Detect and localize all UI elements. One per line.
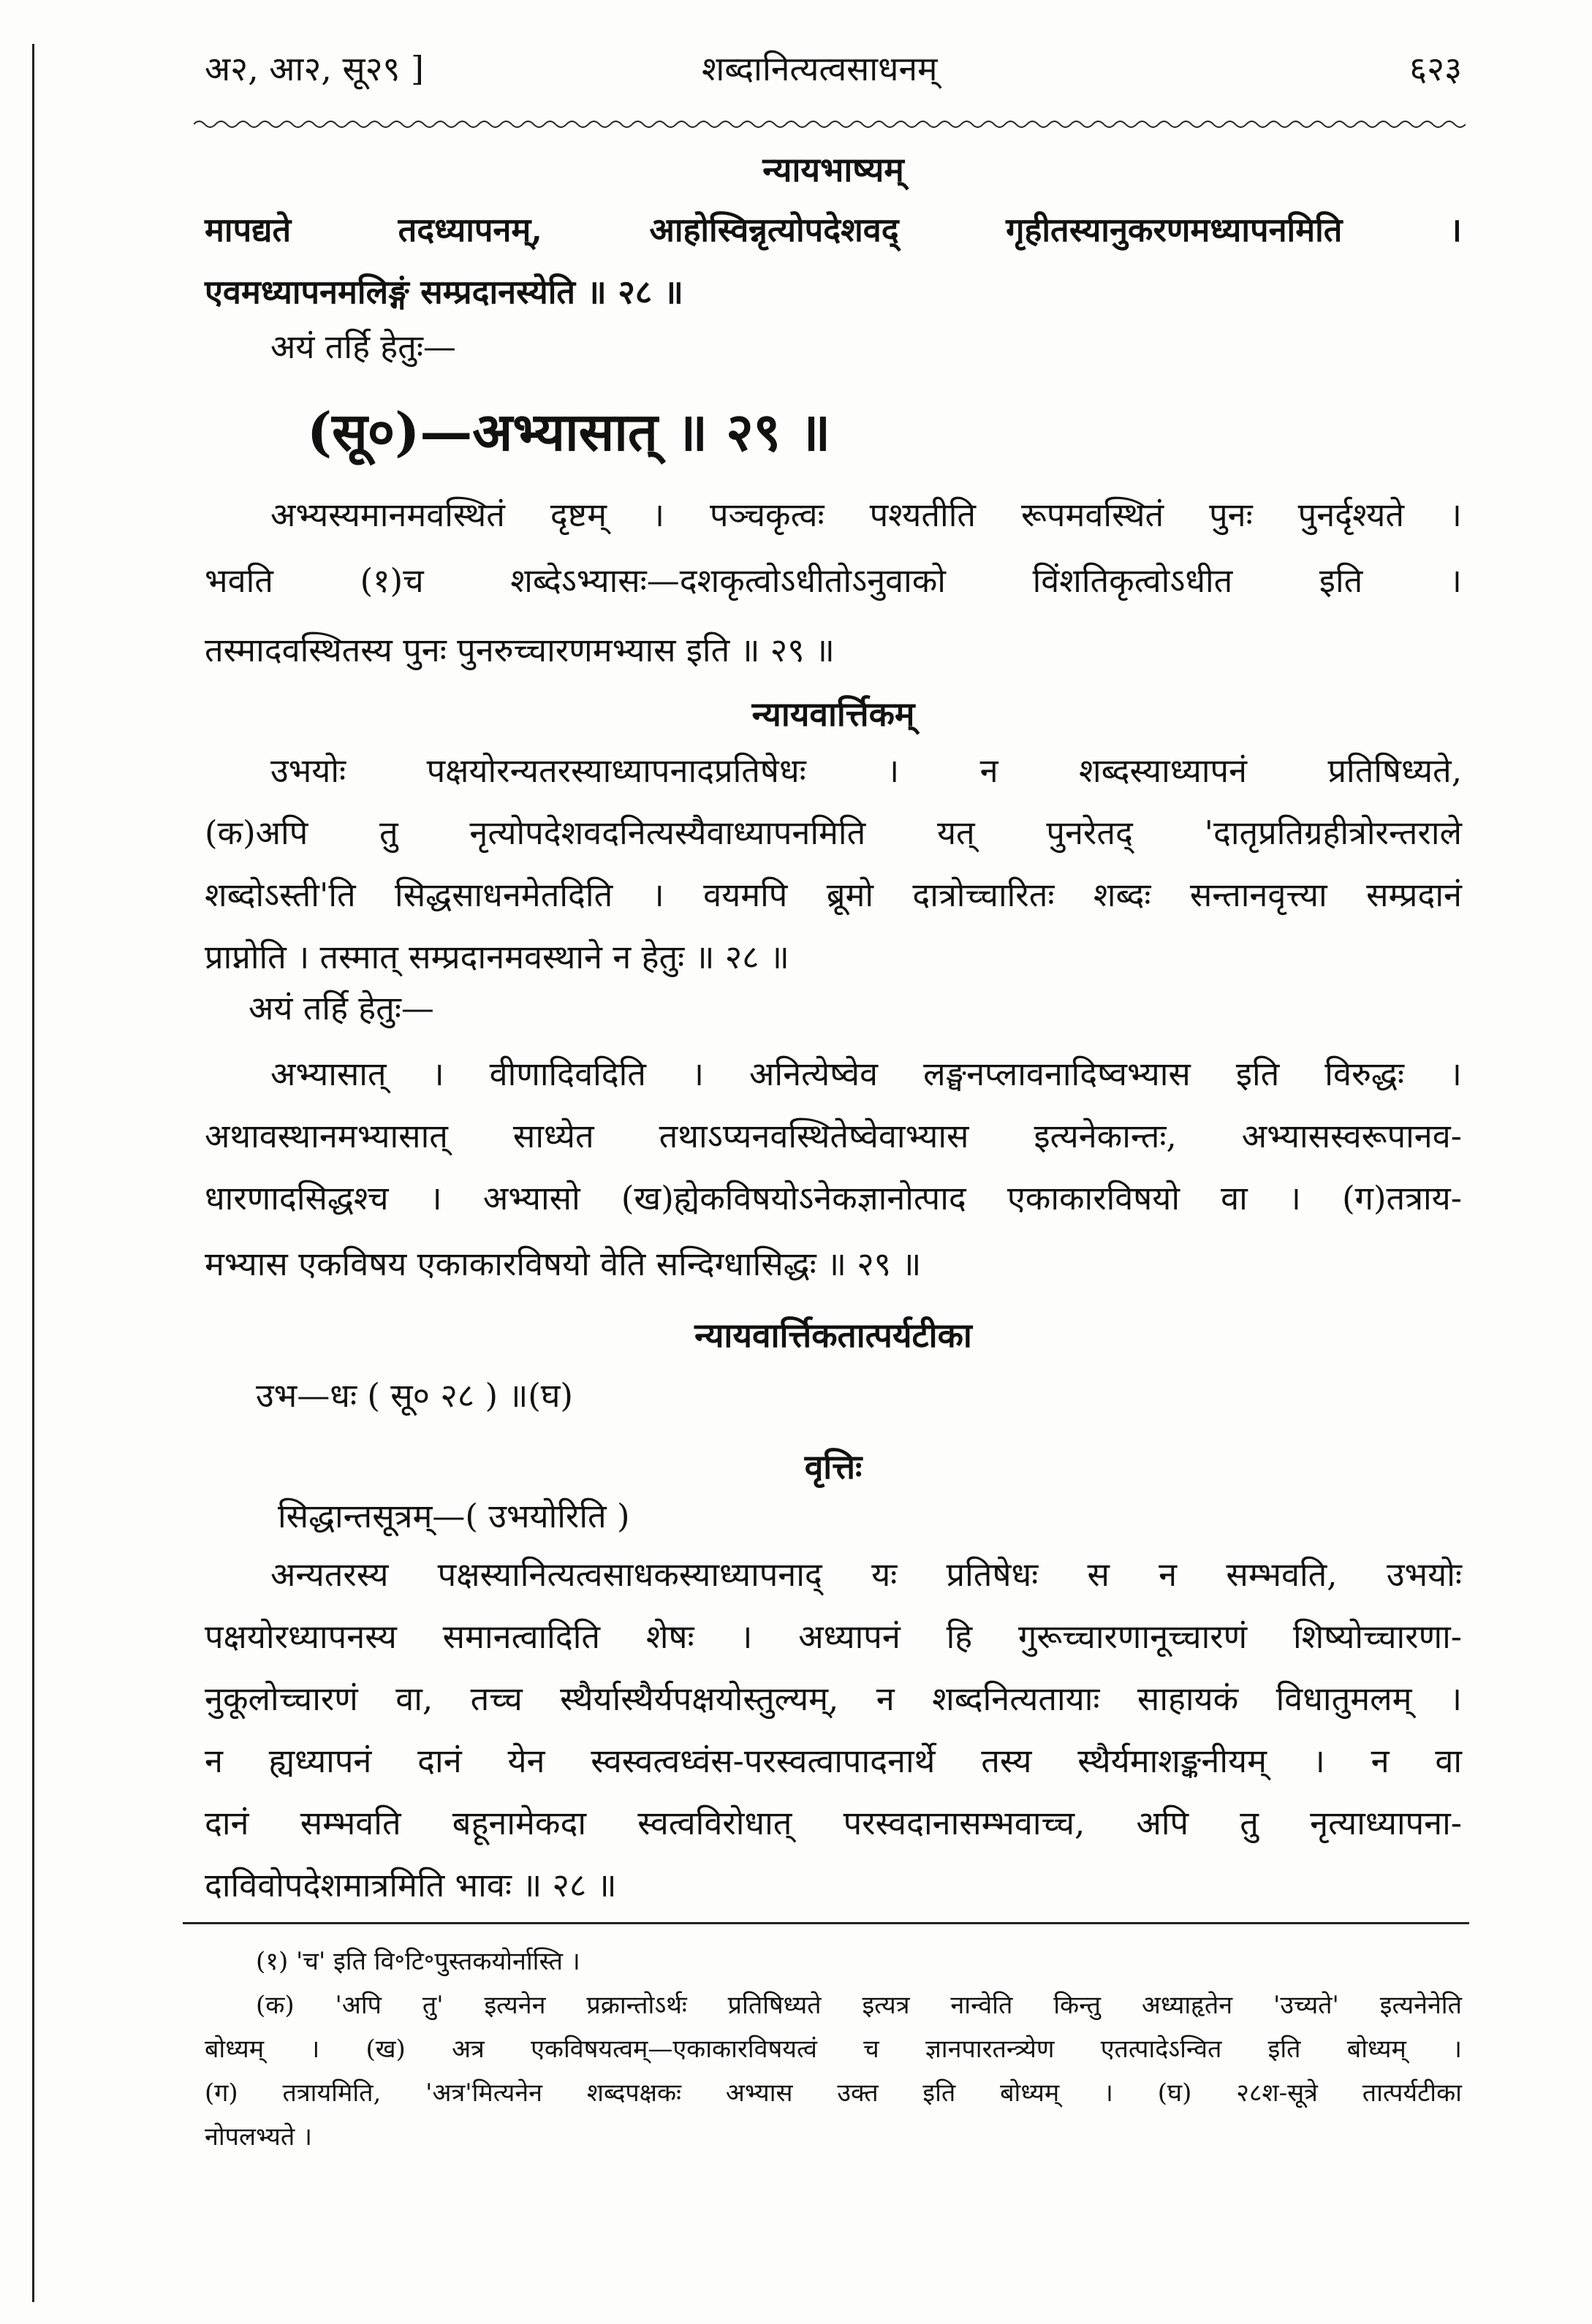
footnote-1: (१) 'च' इति वि॰टि॰पुस्तकयोर्नास्ति । (256, 1947, 580, 1976)
header-wavy-rule (194, 117, 1466, 132)
bhashya-line-2: एवमध्यापनमलिङ्गं सम्प्रदानस्येति ॥ २८ ॥ (205, 273, 683, 311)
intro-line-2: अयं तर्हि हेतुः— (249, 989, 434, 1028)
footnote-ga-line: (ग) तत्रायमिति, 'अत्र'मित्यनेन शब्दपक्षकः अभ्यास उक्त इति बोध्यम् । (घ) २८श-सूत्रे तात्पर्यटीका (205, 2078, 1462, 2108)
bhashya-line-1: मापद्यते तदध्यापनम्, आहोस्विन्नृत्योपदेशवद् गृहीतस्यानुकरणमध्यापनमिति । (205, 210, 1462, 249)
vritti-line-4: न ह्यध्यापनं दानं येन स्वस्वत्वध्वंस-परस्वत्वापादनार्थे तस्य स्थैर्यमाशङ्कनीयम् । न वा (205, 1742, 1462, 1780)
footnote-rule (183, 1922, 1469, 1924)
vritti-line-1: अन्यतरस्य पक्षस्यानित्यत्वसाधकस्याध्यापनाद् यः प्रतिषेधः स न सम्भवति, उभयोः (270, 1555, 1462, 1594)
vartika2-line-1: अभ्यासात् । वीणादिवदिति । अनित्येष्वेव लङ्घनप्लावनादिष्वभ्यास इति विरुद्धः । (270, 1055, 1462, 1093)
vartika2-line-3: धारणादसिद्धश्च । अभ्यासो (ख)ह्येकविषयोऽनेकज्ञानोत्पाद एकाकारविषयो वा । (ग)तत्राय- (205, 1179, 1462, 1218)
vritti-line-2: पक्षयोरध्यापनस्य समानत्वादिति शेषः । अध्यापनं हि गुरूच्चारणानूच्चारणं शिष्योच्चारणा- (205, 1617, 1462, 1656)
vartika-line-2: (क)अपि तु नृत्योपदेशवदनित्यस्यैवाध्यापनमिति यत् पुनरेतद् 'दातृप्रतिग्रहीत्रोरन्तराले (205, 813, 1462, 852)
heading-vritti: वृत्तिः (804, 1447, 863, 1486)
header-reference: अ२, आ२, सू२९ ] (205, 49, 424, 88)
vartika-line-1: उभयोः पक्षयोरन्यतरस्याध्यापनादप्रतिषेधः । न शब्दस्याध्यापनं प्रतिषिध्यते, (270, 751, 1462, 790)
footnote-gha-line: नोपलभ्यते । (205, 2122, 312, 2152)
bhashya2-line-1: अभ्यस्यमानमवस्थितं दृष्टम् । पञ्चकृत्वः पश्यतीति रूपमवस्थितं पुनः पुनर्दृश्यते । (270, 495, 1462, 534)
intro-line-1: अयं तर्हि हेतुः— (270, 327, 456, 366)
vartika2-line-2: अथावस्थानमभ्यासात् साध्येत तथाऽप्यनवस्थितेष्वेवाभ्यास इत्यनेकान्तः, अभ्यासस्वरूपानव- (205, 1117, 1462, 1155)
heading-nyayabhashya: न्यायभाष्यम् (762, 150, 904, 189)
tika-reference-line: उभ—धः ( सू० २८ ) ॥(घ) (256, 1376, 573, 1415)
vritti-line-5: दानं सम्भवति बहूनामेकदा स्वत्वविरोधात् परस्वदानासम्भवाच्च, अपि तु नृत्याध्यापना- (205, 1804, 1462, 1842)
bhashya2-line-3: तस्मादवस्थितस्य पुनः पुनरुच्चारणमभ्यास इति ॥ २९ ॥ (205, 631, 835, 669)
header-title: शब्दानित्यत्वसाधनम् (702, 49, 938, 88)
vartika-line-3: शब्दोऽस्ती'ति सिद्धसाधनमेतदिति । वयमपि ब्रूमो दात्रोच्चारितः शब्दः सन्तानवृत्त्या सम्प्रदानं (205, 876, 1462, 914)
heading-nyayavartika: न्यायवार्त्तिकम् (751, 694, 915, 734)
vritti-line-6: दाविवोपदेशमात्रमिति भावः ॥ २८ ॥ (205, 1866, 617, 1905)
page-number: ६२३ (1409, 49, 1462, 88)
left-margin-rule (32, 44, 34, 2302)
bhashya2-line-2: भवति (१)च शब्देऽभ्यासः—दशकृत्वोऽधीतोऽनुवाको विंशतिकृत्वोऽधीत इति । (205, 561, 1462, 600)
vritti-line-3: नुकूलोच्चारणं वा, तच्च स्थैर्यास्थैर्यपक्षयोस्तुल्यम्, न शब्दनित्यतायाः साहायकं विधातुमलम् । (205, 1679, 1462, 1718)
vritti-intro: सिद्धान्तसूत्रम्—( उभयोरिति ) (278, 1497, 630, 1535)
vartika-line-4: प्राप्नोति । तस्मात् सम्प्रदानमवस्थाने न हेतुः ॥ २८ ॥ (205, 938, 789, 976)
footnote-ka-line-2: बोध्यम् । (ख) अत्र एकविषयत्वम्—एकाकारविषयत्वं च ज्ञानपारतन्त्र्येण एतत्पादेऽन्वित इति बोध्यम् । (205, 2035, 1462, 2064)
heading-tatparyatika: न्यायवार्त्तिकतात्पर्यटीका (694, 1315, 972, 1355)
running-header (205, 45, 1462, 96)
sutra-heading: (सू०)—अभ्यासात् ॥ २९ ॥ (307, 400, 831, 463)
vartika2-line-4: मभ्यास एकविषय एकाकारविषयो वेति सन्दिग्धासिद्धः ॥ २९ ॥ (205, 1245, 922, 1283)
footnote-ka-line-1: (क) 'अपि तु' इत्यनेन प्रक्रान्तोऽर्थः प्रतिषिध्यते इत्यत्र नान्वेति किन्तु अध्याहृतेन 'उच्यते' इत्यनेनेति (256, 1991, 1462, 2020)
